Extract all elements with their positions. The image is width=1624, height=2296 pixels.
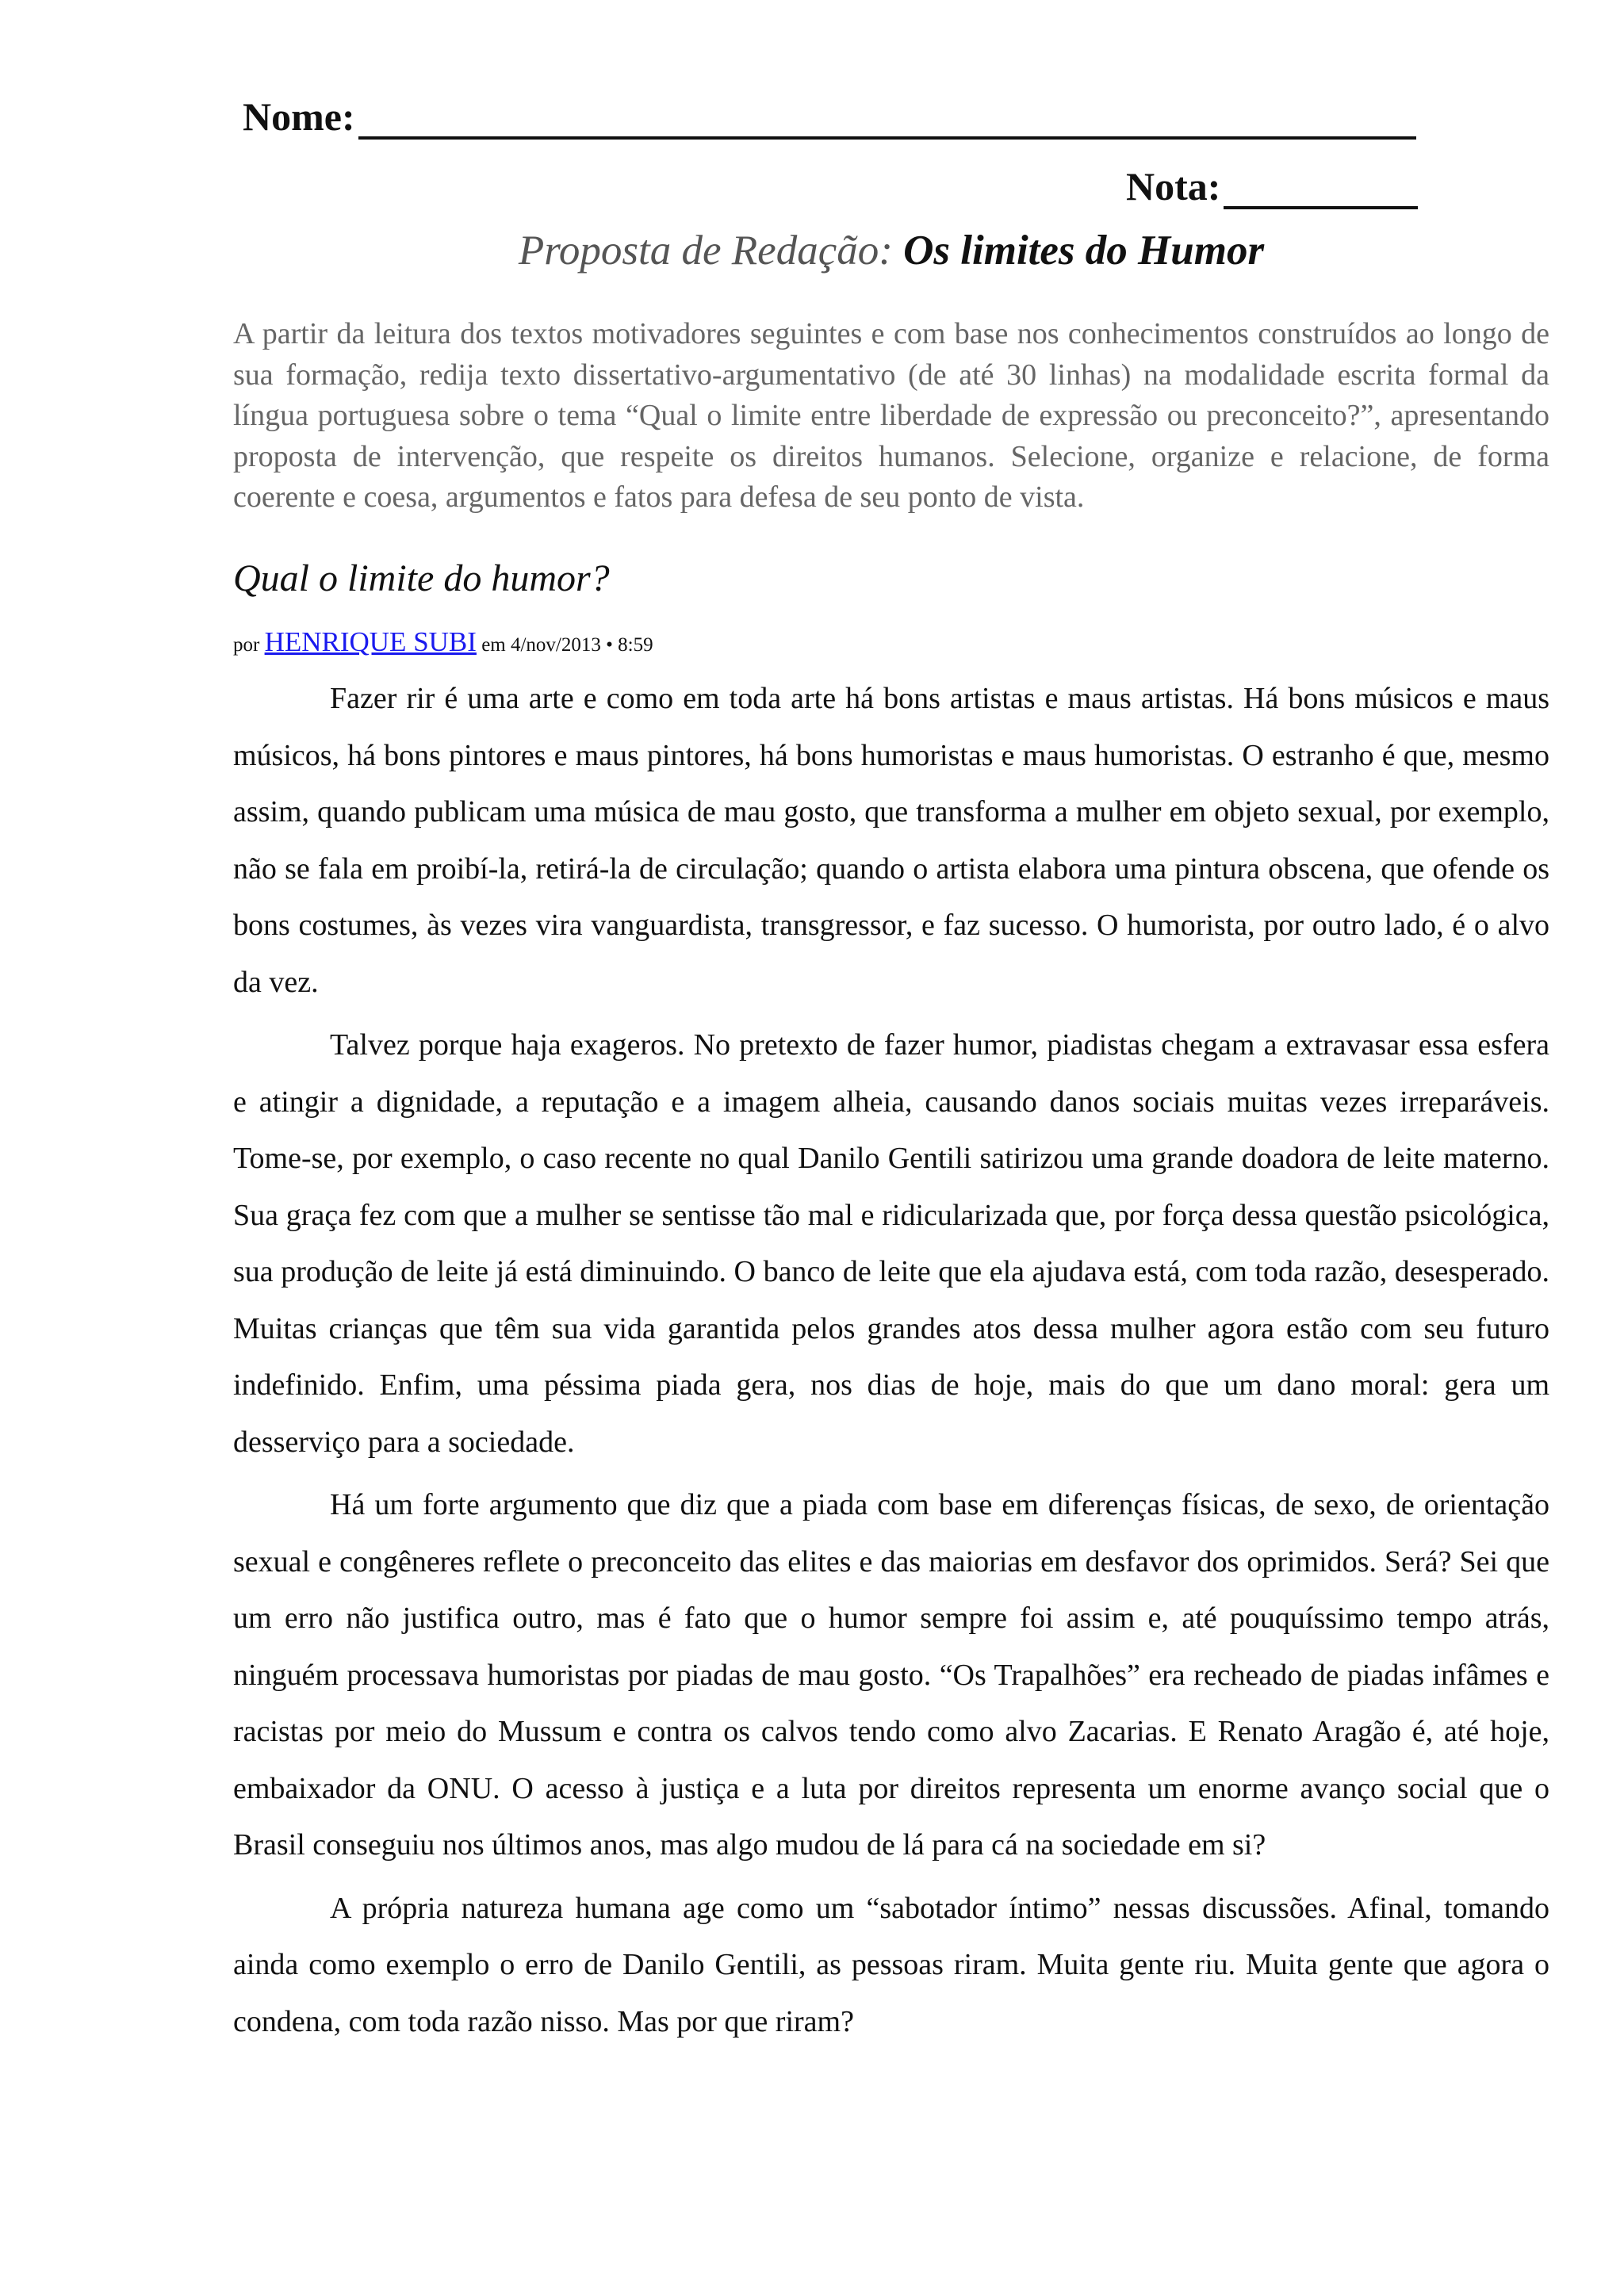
article-paragraph: Talvez porque haja exageros. No pretexto de fazer humor, piadistas chegam a extravasar essa esfera e atingir a dignidade, a reputação e a imagem alheia, causando danos sociais muitas vezes irreparáveis. Tome-se, por exemplo, o caso recente no qual Danilo Gentili satirizou uma grande doadora de leite materno. Sua graça fez com que a mulher se sentisse tão mal e ridicularizada que, por força dessa questão psicológica, sua produção de leite já está diminuindo. O banco de leite que ela ajudava está, com toda razão, desesperado. Muitas crianças que têm sua vida garantida pelos grandes atos dessa mulher agora estão com seu futuro indefinido. Enfim, uma péssima piada gera, nos dias de hoje, mais do que um dano moral: gera um desserviço para a sociedade.	[233, 1028, 1549, 1459]
grade-blank-line	[1224, 170, 1418, 209]
article-title: Qual o limite do humor?	[233, 557, 610, 599]
article-byline	[233, 626, 653, 658]
author-link[interactable]: HENRIQUE SUBI	[264, 626, 477, 657]
article-body	[233, 671, 1549, 2050]
title-prefix: Proposta de Redação:	[518, 228, 893, 274]
name-field	[243, 94, 1416, 140]
article-paragraph: A própria natureza humana age como um “sabotador íntimo” nessas discussões. Afinal, tomando ainda como exemplo o erro de Danilo Gentili, as pessoas riram. Muita gente riu. Muita gente que agora o condena, com toda razão nisso. Mas por que riram?	[233, 1891, 1549, 2038]
byline-date: em 4/nov/2013 • 8:59	[481, 634, 653, 656]
article-paragraph: Fazer rir é uma arte e como em toda arte há bons artistas e maus artistas. Há bons músicos e maus músicos, há bons pintores e maus pintores, há bons humoristas e maus humoristas. O estranho é que, mesmo assim, quando publicam uma música de mau gosto, que transforma a mulher em objeto sexual, por exemplo, não se fala em proibí-la, retirá-la de circulação; quando o artista elabora uma pintura obscena, que ofende os bons costumes, às vezes vira vanguardista, transgressor, e faz sucesso. O humorista, por outro lado, é o alvo da vez.	[233, 682, 1549, 999]
article-paragraph: Há um forte argumento que diz que a piada com base em diferenças físicas, de sexo, de orientação sexual e congêneres reflete o preconceito das elites e das maiorias em desfavor dos oprimidos. Será? Sei que um erro não justifica outro, mas é fato que o humor sempre foi assim e, até pouquíssimo tempo atrás, ninguém processava humoristas por piadas de mau gosto. “Os Trapalhões” era recheado de piadas infâmes e racistas por meio do Mussum e contra os calvos tendo como alvo Zacarias. E Renato Aragão é, até hoje, embaixador da ONU. O acesso à justiça e a luta por direitos representa um enorme avanço social que o Brasil conseguiu nos últimos anos, mas algo mudou de lá para cá na sociedade em si?	[233, 1488, 1549, 1862]
name-blank-line	[358, 100, 1416, 140]
name-label: Nome:	[243, 94, 355, 139]
byline-prefix: por	[233, 634, 260, 656]
page-title	[0, 227, 1624, 274]
instructions-paragraph: A partir da leitura dos textos motivadores seguintes e com base nos conhecimentos construídos ao longo de sua formação, redija texto dissertativo-argumentativo (de até 30 linhas) na modalidade escrita formal da língua portuguesa sobre o tema “Qual o limite entre liberdade de expressão ou preconceito?”, apresentando proposta de intervenção, que respeite os direitos humanos. Selecione, organize e relacione, de forma coerente e coesa, argumentos e fatos para defesa de seu ponto de vista.	[233, 317, 1549, 514]
grade-label: Nota:	[1126, 164, 1221, 209]
grade-field	[1126, 163, 1418, 209]
title-emphasis: Os limites do Humor	[903, 228, 1265, 274]
